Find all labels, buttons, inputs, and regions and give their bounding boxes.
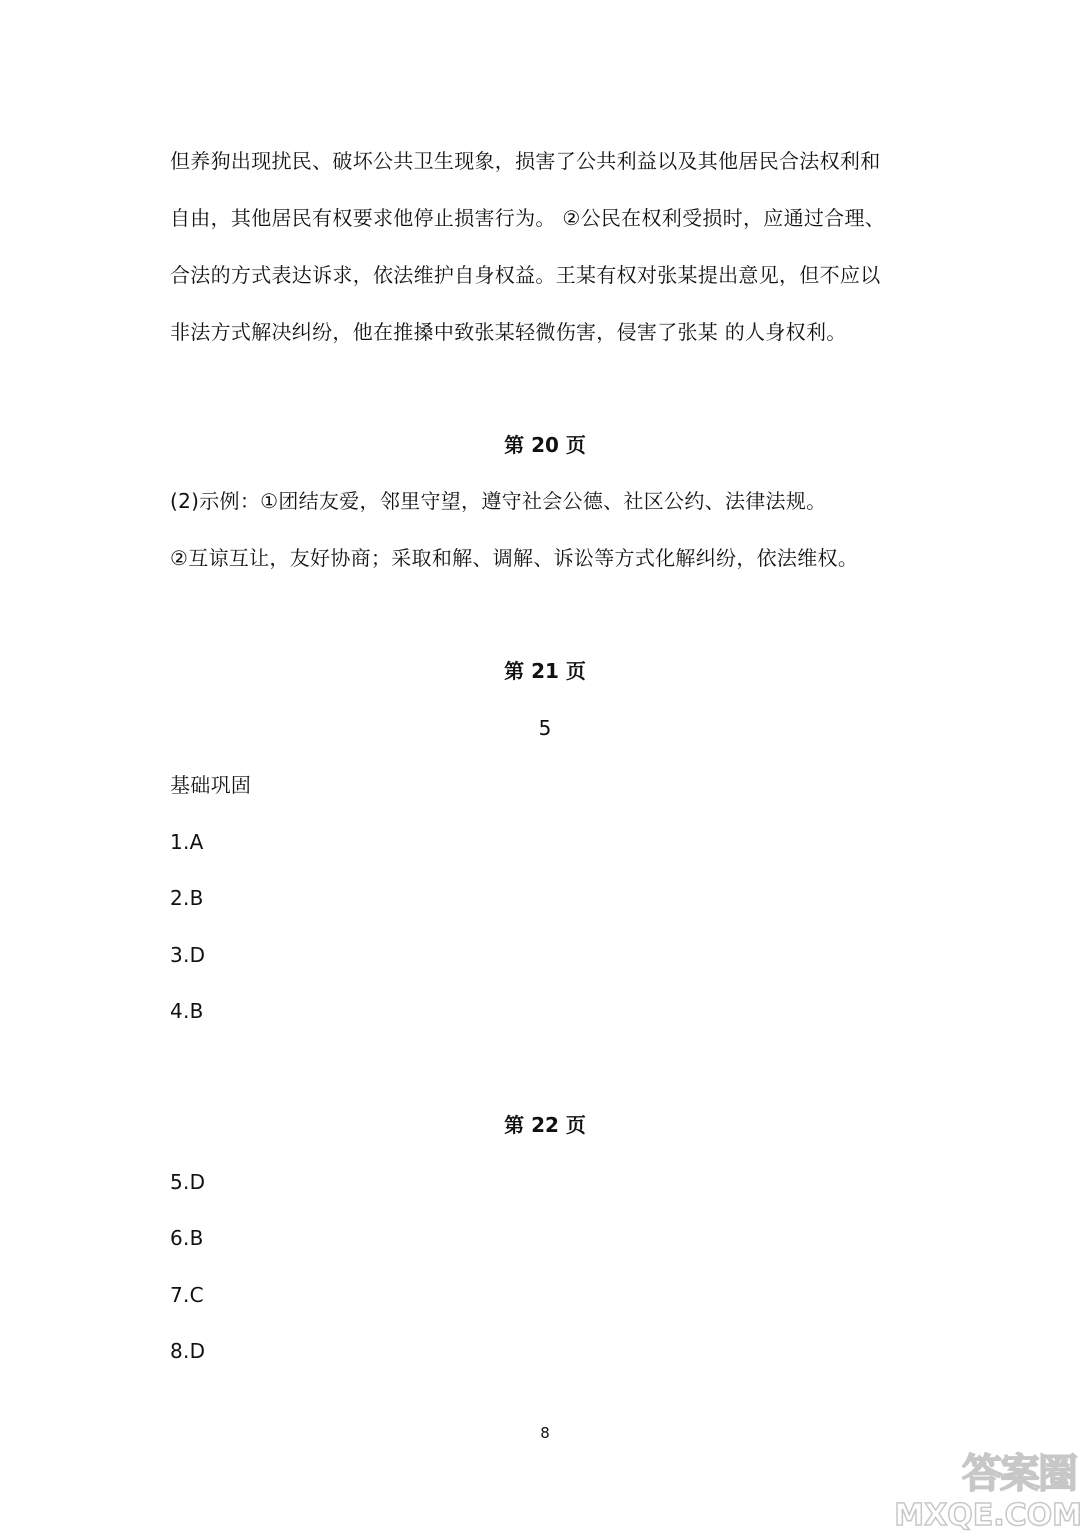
answer-item: 6.B	[170, 1226, 204, 1250]
watermark-bottom-text: MXQE.COM	[894, 1498, 1082, 1533]
answer-item: 2.B	[170, 886, 204, 910]
answer-item: 8.D	[170, 1339, 206, 1363]
answer-item: 3.D	[170, 943, 206, 967]
answer-item: 4.B	[170, 999, 204, 1023]
answer-item: 7.C	[170, 1283, 204, 1307]
paragraph-line-3: 合法的方式表达诉求，依法维护自身权益。王某有权对张某提出意见，但不应以	[170, 263, 881, 287]
footer-page-number: 8	[540, 1424, 550, 1442]
section-title: 基础巩固	[170, 773, 252, 797]
paragraph-line-2: 自由，其他居民有权要求他停止损害行为。 ②公民在权利受损时，应通过合理、	[170, 206, 886, 230]
paragraph-line-4: 非法方式解决纠纷，他在推搡中致张某轻微伤害，侵害了张某 的人身权利。	[170, 320, 847, 344]
watermark-logo	[894, 1451, 1082, 1533]
answer-item: 5.D	[170, 1170, 206, 1194]
page-21-heading: 第 21 页	[504, 659, 586, 683]
page-20-line-2: ②互谅互让，友好协商；采取和解、调解、诉讼等方式化解纠纷，依法维权。	[170, 546, 859, 570]
lesson-number: 5	[538, 716, 552, 740]
page-20-heading: 第 20 页	[504, 433, 586, 457]
page-22-heading: 第 22 页	[504, 1113, 586, 1137]
page-20-line-1: (2)示例：①团结友爱，邻里守望，遵守社会公德、社区公约、法律法规。	[170, 489, 827, 513]
paragraph-line-1: 但养狗出现扰民、破坏公共卫生现象，损害了公共利益以及其他居民合法权利和	[170, 149, 881, 173]
watermark-top-text: 答案圈	[962, 1451, 1076, 1497]
answer-item: 1.A	[170, 830, 204, 854]
